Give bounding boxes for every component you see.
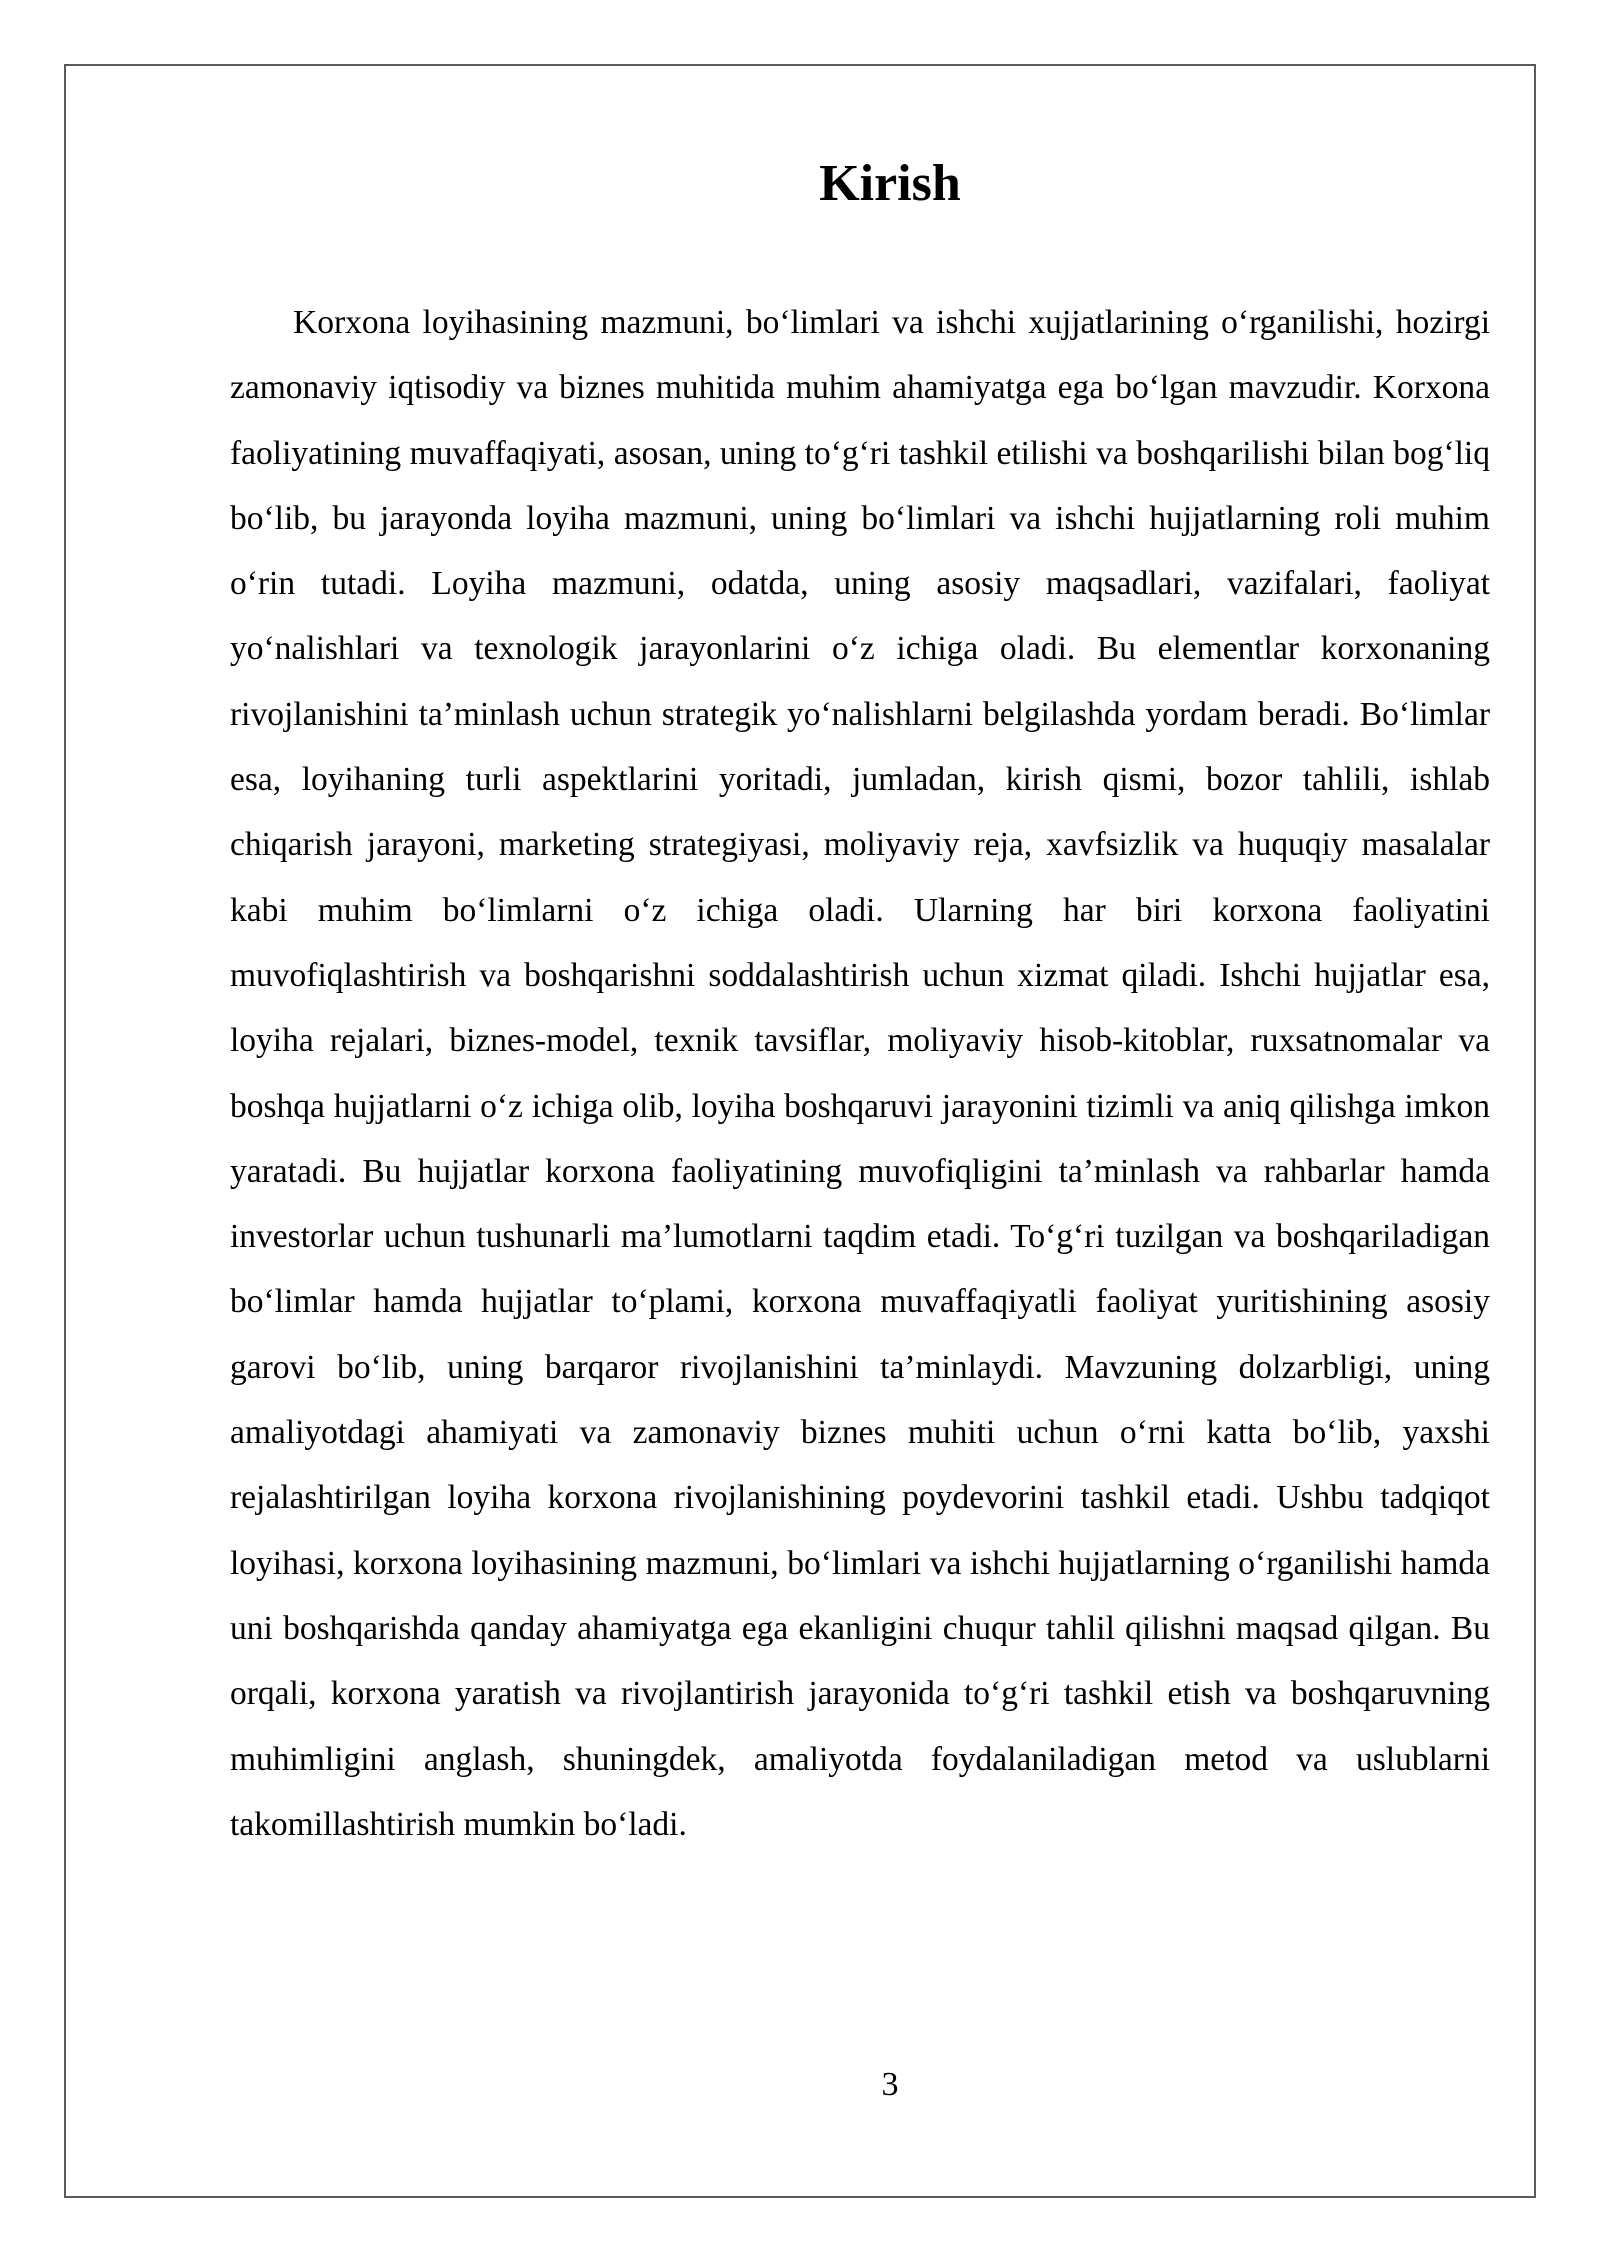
page-number: 3 [881,2066,899,2103]
body-paragraph: Korxona loyihasining mazmuni, bo‘limlari va ishchi xujjatlarining o‘rganilishi, hozirgi zamonaviy iqtisodiy va biznes muhitida muhim ahamiyatga ega bo‘lgan mavzudir. Korxona faoliyatining muvaffaqiyati, asosan, uning to‘g‘ri tashkil etilishi va boshqarilishi bilan bog‘liq bo‘lib, bu jarayonda loyiha mazmuni, uning bo‘limlari va ishchi hujjatlarning roli muhim o‘rin tutadi. Loyiha mazmuni, odatda, uning asosiy maqsadlari, vazifalari, faoliyat yo‘nalishlari va texnologik jarayonlarini o‘z ichiga oladi. Bu elementlar korxonaning rivojlanishini ta’minlash uchun strategik yo‘nalishlarni belgilashda yordam beradi. Bo‘limlar esa, loyihaning turli aspektlarini yoritadi, jumladan, kirish qismi, bozor tahlili, ishlab chiqarish jarayoni, marketing strategiyasi, moliyaviy reja, xavfsizlik va huquqiy masalalar kabi muhim bo‘limlarni o‘z ichiga oladi. Ularning har biri korxona faoliyatini muvofiqlashtirish va boshqarishni soddalashtirish uchun xizmat qiladi. Ishchi hujjatlar esa, loyiha rejalari, biznes-model, texnik tavsiflar, moliyaviy hisob-kitoblar, ruxsatnomalar va boshqa hujjatlarni o‘z ichiga olib, loyiha boshqaruvi jarayonini tizimli va aniq qilishga imkon yaratadi. Bu hujjatlar korxona faoliyatining muvofiqligini ta’minlash va rahbarlar hamda investorlar uchun tushunarli ma’lumotlarni taqdim etadi. To‘g‘ri tuzilgan va boshqariladigan bo‘limlar hamda hujjatlar to‘plami, korxona muvaffaqiyatli faoliyat yuritishining asosiy garovi bo‘lib, uning barqaror rivojlanishini ta’minlaydi. Mavzuning dolzarbligi, uning amaliyotdagi ahamiyati va zamonaviy biznes muhiti uchun o‘rni katta bo‘lib, yaxshi rejalashtirilgan loyiha korxona rivojlanishining poydevorini tashkil etadi. Ushbu tadqiqot loyihasi, korxona loyihasining mazmuni, bo‘limlari va ishchi hujjatlarning o‘rganilishi hamda uni boshqarishda qanday ahamiyatga ega ekanligini chuqur tahlil qilishni maqsad qilgan. Bu orqali, korxona yaratish va rivojlantirish jarayonida to‘g‘ri tashkil etish va boshqaruvning muhimligini anglash, shuningdek, amaliyotda foydalaniladigan metod va uslublarni takomillashtirish mumkin bo‘ladi. [230,304,1490,1843]
page-title: Kirish [819,155,961,212]
